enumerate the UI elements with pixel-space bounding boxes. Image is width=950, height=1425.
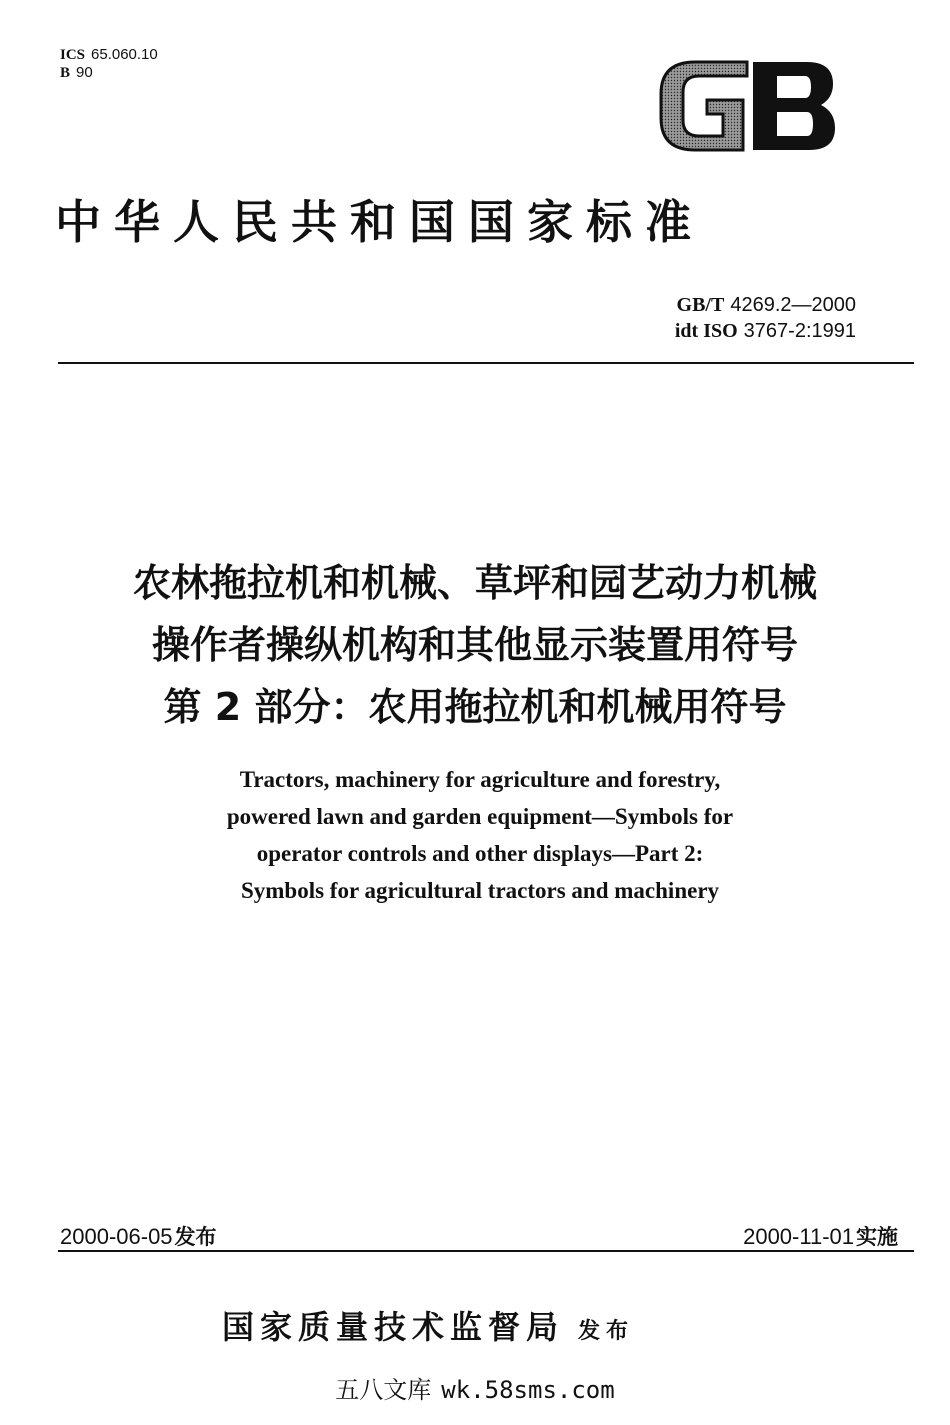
ics-code: ICS 65.060.10 [60,46,158,63]
classification-block [60,46,158,82]
class-code: B 90 [60,64,93,81]
iso-number: idt ISO 3767-2:1991 [674,320,856,342]
cn-title-line-1: 农林拖拉机和机械、草坪和园艺动力机械 [132,561,817,605]
en-title-line-3: operator controls and other displays—Part 2: [256,841,704,866]
footer-divider [58,1250,914,1252]
implementation-date: 2000-11-01实施 [743,1224,898,1249]
issuing-authority: 国家质量技术监督局 发布 [222,1308,635,1346]
cn-title-line-3: 第 2 部分：农用拖拉机和机械用符号 [163,685,787,729]
issue-date: 2000-06-05发布 [60,1224,217,1249]
national-standard-title: 中华人民共和国国家标准 [55,195,704,249]
en-title-line-2: powered lawn and garden equipment—Symbols for [226,804,734,829]
site-watermark: 五八文库 wk.58sms.com [335,1376,615,1404]
en-title-line-1: Tractors, machinery for agriculture and forestry, [239,767,721,792]
en-title-line-4: Symbols for agricultural tractors and machinery [240,878,720,903]
cn-title-line-2: 操作者操纵机构和其他显示装置用符号 [151,623,798,667]
gb-standard-logo [655,58,839,154]
gb-number: GB/T 4269.2—2000 [676,294,856,316]
header-divider [58,362,914,364]
standard-number-block [675,292,856,344]
